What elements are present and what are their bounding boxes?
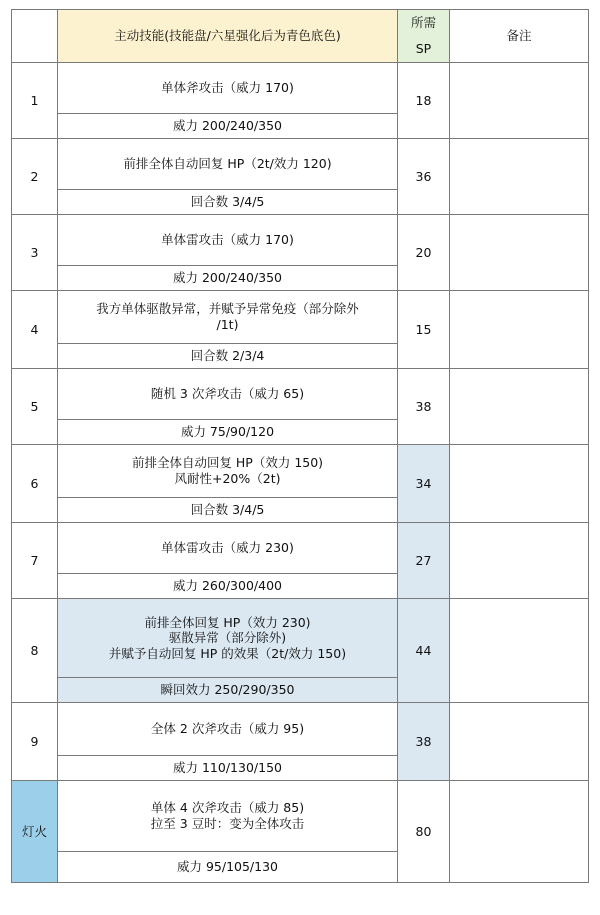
header-note: 备注 — [450, 10, 589, 63]
skill-row-7 — [12, 523, 589, 574]
sp-cost: 80 — [398, 781, 450, 883]
header-sp — [398, 10, 450, 63]
sp-cost: 34 — [398, 445, 450, 523]
skill-main-text — [58, 599, 398, 678]
skill-sub-text: 威力 95/105/130 — [58, 852, 398, 883]
sp-cost: 36 — [398, 139, 450, 215]
skill-main-text — [58, 215, 398, 266]
skill-sub-text: 威力 200/240/350 — [58, 266, 398, 291]
skill-row-1 — [12, 63, 589, 114]
skill-main-text — [58, 139, 398, 190]
row-num: 灯火 — [12, 781, 58, 883]
note-cell — [450, 63, 589, 139]
skill-line: 单体斧攻击（威力 170) — [161, 80, 294, 96]
row-num: 7 — [12, 523, 58, 599]
skill-row-9 — [12, 703, 589, 756]
skill-sub-text: 回合数 3/4/5 — [58, 190, 398, 215]
skill-row-8 — [12, 599, 589, 678]
row-num: 8 — [12, 599, 58, 703]
skill-line: 前排全体回复 HP（效力 230) — [144, 614, 311, 630]
skill-row-special — [12, 781, 589, 852]
sp-cost: 27 — [398, 523, 450, 599]
row-num: 5 — [12, 369, 58, 445]
skill-main-text — [58, 445, 398, 498]
note-cell — [450, 291, 589, 369]
skill-main-text — [58, 703, 398, 756]
header-sp-line2: SP — [415, 41, 432, 56]
row-num: 3 — [12, 215, 58, 291]
skill-sub-text: 瞬回效力 250/290/350 — [58, 678, 398, 703]
skill-line: 前排全体自动回复 HP（2t/效力 120) — [123, 156, 332, 172]
skill-line: 单体 4 次斧攻击（威力 85) — [150, 800, 305, 816]
skill-sub-text: 威力 75/90/120 — [58, 420, 398, 445]
skill-sub-text: 威力 260/300/400 — [58, 574, 398, 599]
header-skill: 主动技能(技能盘/六星强化后为青色底色) — [58, 10, 398, 63]
header-num — [12, 10, 58, 63]
row-num: 2 — [12, 139, 58, 215]
note-cell — [450, 369, 589, 445]
note-cell — [450, 781, 589, 883]
note-cell — [450, 703, 589, 781]
sp-cost: 20 — [398, 215, 450, 291]
header-row — [12, 10, 589, 63]
skill-line: 随机 3 次斧攻击（威力 65) — [150, 386, 305, 402]
skill-sub-text: 威力 200/240/350 — [58, 114, 398, 139]
sp-cost: 15 — [398, 291, 450, 369]
skill-row-2 — [12, 139, 589, 190]
row-num: 6 — [12, 445, 58, 523]
skill-line: 我方单体驱散异常，并赋予异常免疫（部分除外 — [96, 301, 359, 317]
skill-row-6 — [12, 445, 589, 498]
skill-line: 风耐性+20%（2t) — [174, 471, 281, 486]
row-num: 9 — [12, 703, 58, 781]
skill-sub-text: 威力 110/130/150 — [58, 756, 398, 781]
skill-main-text — [58, 63, 398, 114]
skill-row-4 — [12, 291, 589, 344]
skill-line: 单体雷攻击（威力 230) — [161, 540, 294, 556]
skill-main-text — [58, 369, 398, 420]
row-num: 1 — [12, 63, 58, 139]
skill-sub-text: 回合数 2/3/4 — [58, 344, 398, 369]
skill-line: 并赋予自动回复 HP 的效果（2t/效力 150) — [108, 645, 347, 661]
skill-row-5 — [12, 369, 589, 420]
note-cell — [450, 523, 589, 599]
row-num: 4 — [12, 291, 58, 369]
skill-line: 单体雷攻击（威力 170) — [161, 232, 294, 248]
note-cell — [450, 445, 589, 523]
note-cell — [450, 139, 589, 215]
note-cell — [450, 599, 589, 703]
note-cell — [450, 215, 589, 291]
sp-cost: 38 — [398, 703, 450, 781]
skill-sub-text: 回合数 3/4/5 — [58, 498, 398, 523]
skill-line: 前排全体自动回复 HP（效力 150) — [131, 455, 324, 471]
skill-main-text — [58, 291, 398, 344]
skill-line: 驱散异常（部分除外) — [168, 630, 287, 646]
skill-line: 全体 2 次斧攻击（威力 95) — [150, 721, 305, 737]
skill-row-3 — [12, 215, 589, 266]
sp-cost: 44 — [398, 599, 450, 703]
sp-cost: 18 — [398, 63, 450, 139]
skills-table — [11, 9, 589, 883]
skill-line: 拉至 3 豆时：变为全体攻击 — [150, 816, 305, 831]
skill-main-text — [58, 523, 398, 574]
sp-cost: 38 — [398, 369, 450, 445]
header-sp-line1: 所需 — [410, 15, 436, 30]
skill-line: /1t) — [216, 317, 239, 332]
skill-main-text — [58, 781, 398, 852]
